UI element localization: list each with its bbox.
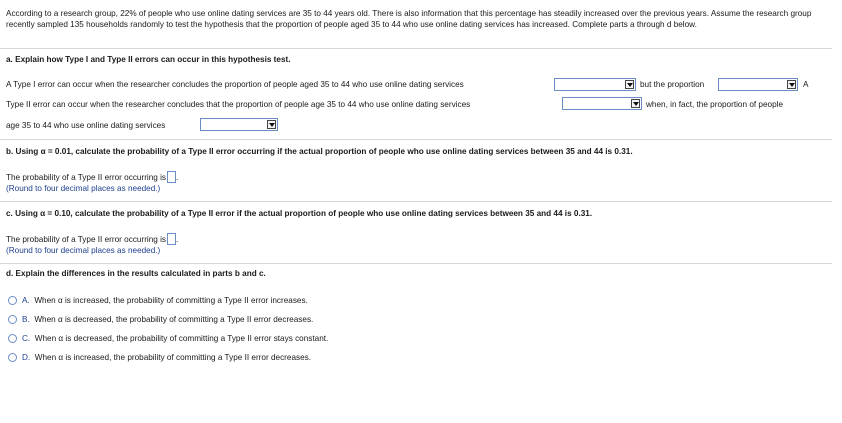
- part-c-heading: c. Using α = 0.10, calculate the probability of a Type II error if the actual proportion of people who use online dating services between 35 and 44 is 0.31.: [6, 209, 593, 218]
- part-b-heading: b. Using α = 0.01, calculate the probability of a Type II error occurring if the actual proportion of people who use online dating services between 35 and 44 is 0.31.: [6, 147, 633, 156]
- part-a-line1-text: A Type I error can occur when the researcher concludes the proportion of people aged 35 to 44 who use online dating services: [6, 80, 464, 89]
- part-c-answer-label: The probability of a Type II error occurring is: [6, 235, 167, 244]
- divider: [0, 48, 832, 49]
- part-a-line3-text: age 35 to 44 who use online dating services: [6, 121, 166, 130]
- divider: [0, 201, 832, 202]
- part-c-hint: (Round to four decimal places as needed.): [6, 246, 161, 255]
- part-b-answer-input[interactable]: [167, 171, 176, 183]
- option-b[interactable]: [22, 314, 313, 325]
- option-letter: D.: [22, 353, 31, 362]
- radio-circle-icon[interactable]: [8, 353, 17, 362]
- option-text: When α is increased, the probability of committing a Type II error decreases.: [34, 353, 312, 362]
- option-text: When α is decreased, the probability of committing a Type II error decreases.: [34, 315, 314, 324]
- part-d-heading: d. Explain the differences in the results calculated in parts b and c.: [6, 269, 266, 278]
- option-c[interactable]: [22, 333, 328, 344]
- type2-actual-dropdown[interactable]: [200, 118, 278, 131]
- dropdown-arrow-icon: [631, 99, 640, 108]
- part-a-line1-mid: but the proportion: [640, 80, 705, 89]
- option-a[interactable]: [22, 295, 308, 306]
- dropdown-arrow-icon: [787, 80, 796, 89]
- dropdown-arrow-icon: [625, 80, 634, 89]
- option-letter: C.: [22, 334, 31, 343]
- part-a-heading: a. Explain how Type I and Type II errors can occur in this hypothesis test.: [6, 55, 291, 64]
- divider: [0, 139, 832, 140]
- option-d[interactable]: [22, 352, 311, 363]
- option-letter: B.: [22, 315, 30, 324]
- question-intro: According to a research group, 22% of people who use online dating services are 35 to 44 years old. There is also information that this percentage has steadily increased over the previous years. Assume the research group recently sampled 135 households randomly to test the hypothesis that the proportion of people aged 35 to 44 who use online dating services has increased. Complete parts a through d below.: [6, 9, 812, 29]
- type1-conclusion-dropdown[interactable]: [554, 78, 636, 91]
- option-text: When α is increased, the probability of committing a Type II error increases.: [34, 296, 308, 305]
- option-letter: A.: [22, 296, 30, 305]
- option-text: When α is decreased, the probability of committing a Type II error stays constant.: [34, 334, 329, 343]
- dropdown-arrow-icon: [267, 120, 276, 129]
- part-a-line1-end: A: [803, 80, 809, 89]
- radio-circle-icon[interactable]: [8, 296, 17, 305]
- radio-circle-icon[interactable]: [8, 334, 17, 343]
- part-a-line2-text: Type II error can occur when the researcher concludes that the proportion of people age 35 to 44 who use online dating services: [6, 100, 471, 109]
- radio-circle-icon[interactable]: [8, 315, 17, 324]
- divider: [0, 263, 832, 264]
- part-b-answer-row: The probability of a Type II error occurring is .: [6, 173, 179, 182]
- part-a-line2-post: when, in fact, the proportion of people: [646, 100, 784, 109]
- type1-actual-dropdown[interactable]: [718, 78, 798, 91]
- part-c-answer-row: The probability of a Type II error occurring is .: [6, 235, 179, 244]
- part-c-answer-input[interactable]: [167, 233, 176, 245]
- part-b-answer-label: The probability of a Type II error occurring is: [6, 173, 167, 182]
- type2-conclusion-dropdown[interactable]: [562, 97, 642, 110]
- part-b-hint: (Round to four decimal places as needed.): [6, 184, 161, 193]
